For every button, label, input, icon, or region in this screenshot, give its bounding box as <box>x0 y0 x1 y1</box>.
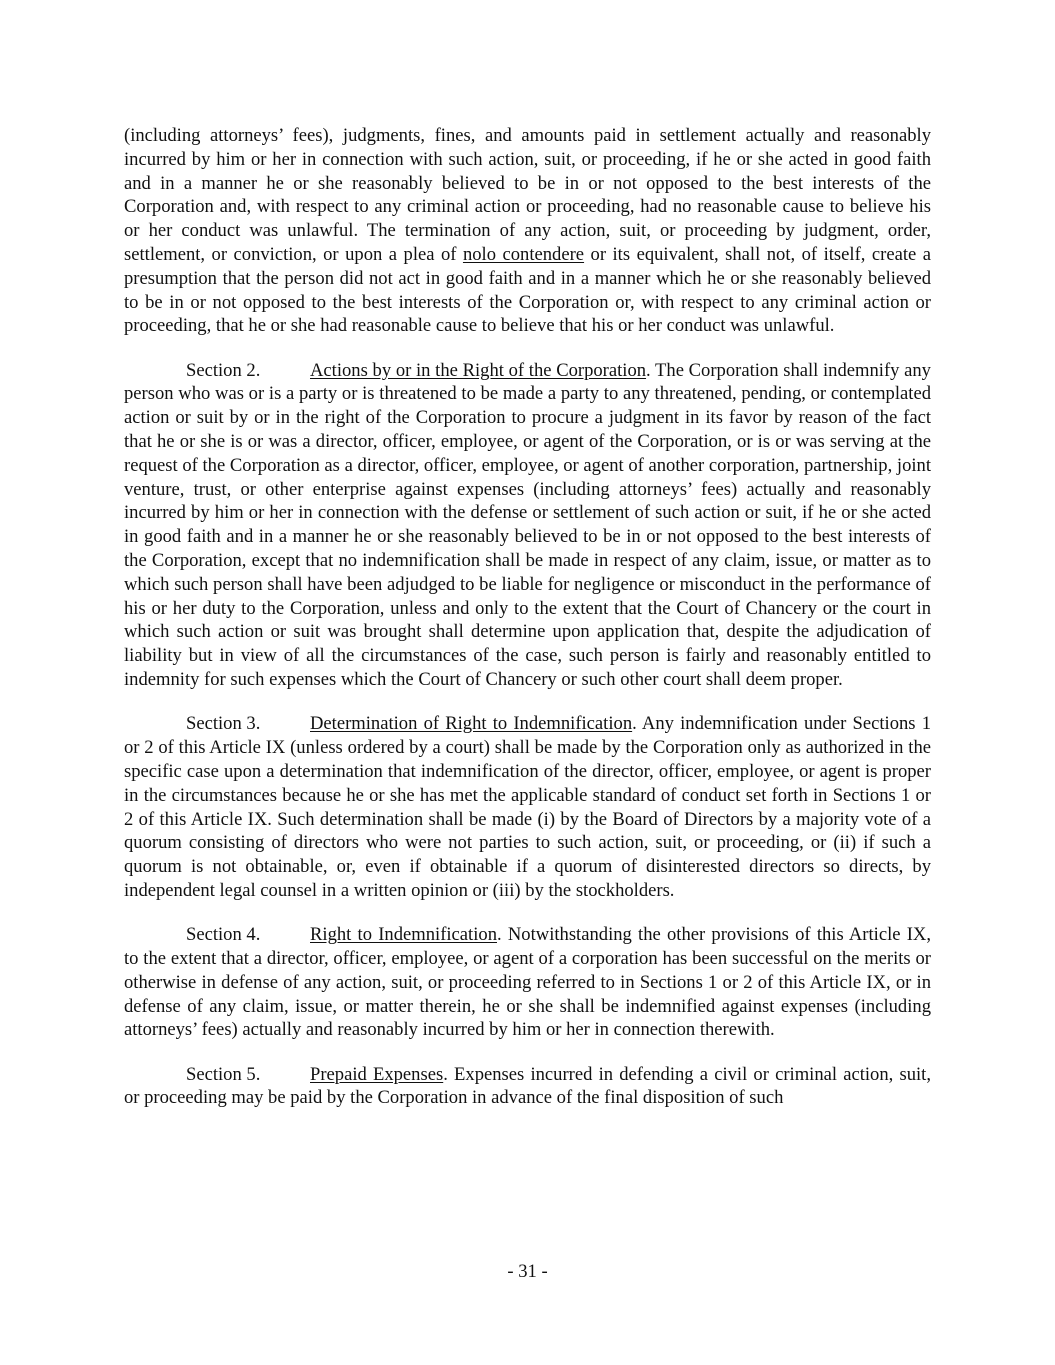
paragraph-section-1-continued <box>124 124 931 338</box>
section-body: . Expenses incurred in defending a civil or criminal action, suit, or proceeding may be paid by the Corporation in advance of the final disposition of such <box>124 1063 931 1109</box>
section-body: . Any indemnification under Sections 1 or 2 of this Article IX (unless ordered by a court) shall be made by the Corporation only as authorized in the specific case upon a determination that indemnification of the director, officer, employee, or agent is proper in the circumstances because he or she has met the applicable standard of conduct set forth in Sections 1 or 2 of this Article IX. Such determination shall be made (i) by the Board of Directors by a majority vote of a quorum consisting of directors who were not parties to such action, suit, or proceeding, or (ii) if such a quorum is not obtainable, or, even if obtainable if a quorum of disinterested directors so directs, by independent legal counsel in a written opinion or (iii) by the stockholders. <box>124 713 931 901</box>
page-number: - 31 - <box>507 1261 548 1282</box>
paragraph-text: (including attorneys’ fees), judgments, fines, and amounts paid in settlement actually and reasonably incurred by him or her in connection with such action, suit, or proceeding, if he or she acted in good faith and in a manner he or she reasonably believed to be in or not opposed to the best interests of the Corporation and, with respect to any criminal action or proceeding, had no reasonable cause to believe his or her conduct was unlawful. The termination of any action, suit, or proceeding by judgment, order, settlement, or conviction, or upon a plea of <box>124 125 931 265</box>
section-heading: Right to Indemnification <box>310 924 497 946</box>
paragraph-section-4 <box>124 923 931 1042</box>
document-body <box>124 124 931 1131</box>
paragraph-section-3 <box>124 712 931 902</box>
section-body: . The Corporation shall indemnify any person who was or is a party or is threatened to be made a party to any threatened, pending, or contemplated action or suit by or in the right of the Corporation to procure a judgment in its favor by reason of the fact that he or she is or was a director, officer, employee, or agent of the Corporation, or is or was serving at the request of the Corporation as a director, officer, employee, or agent of another corporation, partnership, joint venture, trust, or other enterprise against expenses (including attorneys’ fees) actually and reasonably incurred by him or her in connection with the defense or settlement of such action or suit, if he or she acted in good faith and in a manner he or she reasonably believed to be in or not opposed to the best interests of the Corporation, except that no indemnification shall be made in respect of any claim, issue, or matter as to which such person shall have been adjudged to be liable for negligence or misconduct in the performance of his or her duty to the Corporation, unless and only to the extent that the Court of Chancery or the court in which such action or suit was brought shall determine upon application that, despite the adjudication of liability but in view of all the circumstances of the case, such person is fairly and reasonably entitled to indemnity for such expenses which the Court of Chancery or such other court shall deem proper. <box>124 359 931 691</box>
section-heading: Determination of Right to Indemnification <box>310 713 633 735</box>
section-heading: Prepaid Expenses <box>310 1063 444 1085</box>
section-label: Section 2. <box>186 359 261 381</box>
emphasis-nolo-contendere: nolo contendere <box>462 243 585 265</box>
section-label: Section 5. <box>186 1063 261 1085</box>
section-label: Section 4. <box>186 924 261 946</box>
section-label: Section 3. <box>186 713 261 735</box>
paragraph-section-2 <box>124 359 931 692</box>
section-heading: Actions by or in the Right of the Corporation <box>310 359 647 381</box>
paragraph-section-5 <box>124 1063 931 1111</box>
paragraph-text: or its equivalent, shall not, of itself, create a presumption that the person did not act in good faith and in a manner which he or she reasonably believed to be in or not opposed to the best interests of the Corporation or, with respect to any criminal action or proceeding, that he or she had reasonable cause to believe that his or her conduct was unlawful. <box>124 243 932 337</box>
section-body: . Notwithstanding the other provisions of this Article IX, to the extent that a director, officer, employee, or agent of a corporation has been successful on the merits or otherwise in defense of any action, suit, or proceeding referred to in Sections 1 or 2 of this Article IX, or in defense of any claim, issue, or matter therein, he or she shall be indemnified against expenses (including attorneys’ fees) actually and reasonably incurred by him or her in connection therewith. <box>124 924 931 1041</box>
